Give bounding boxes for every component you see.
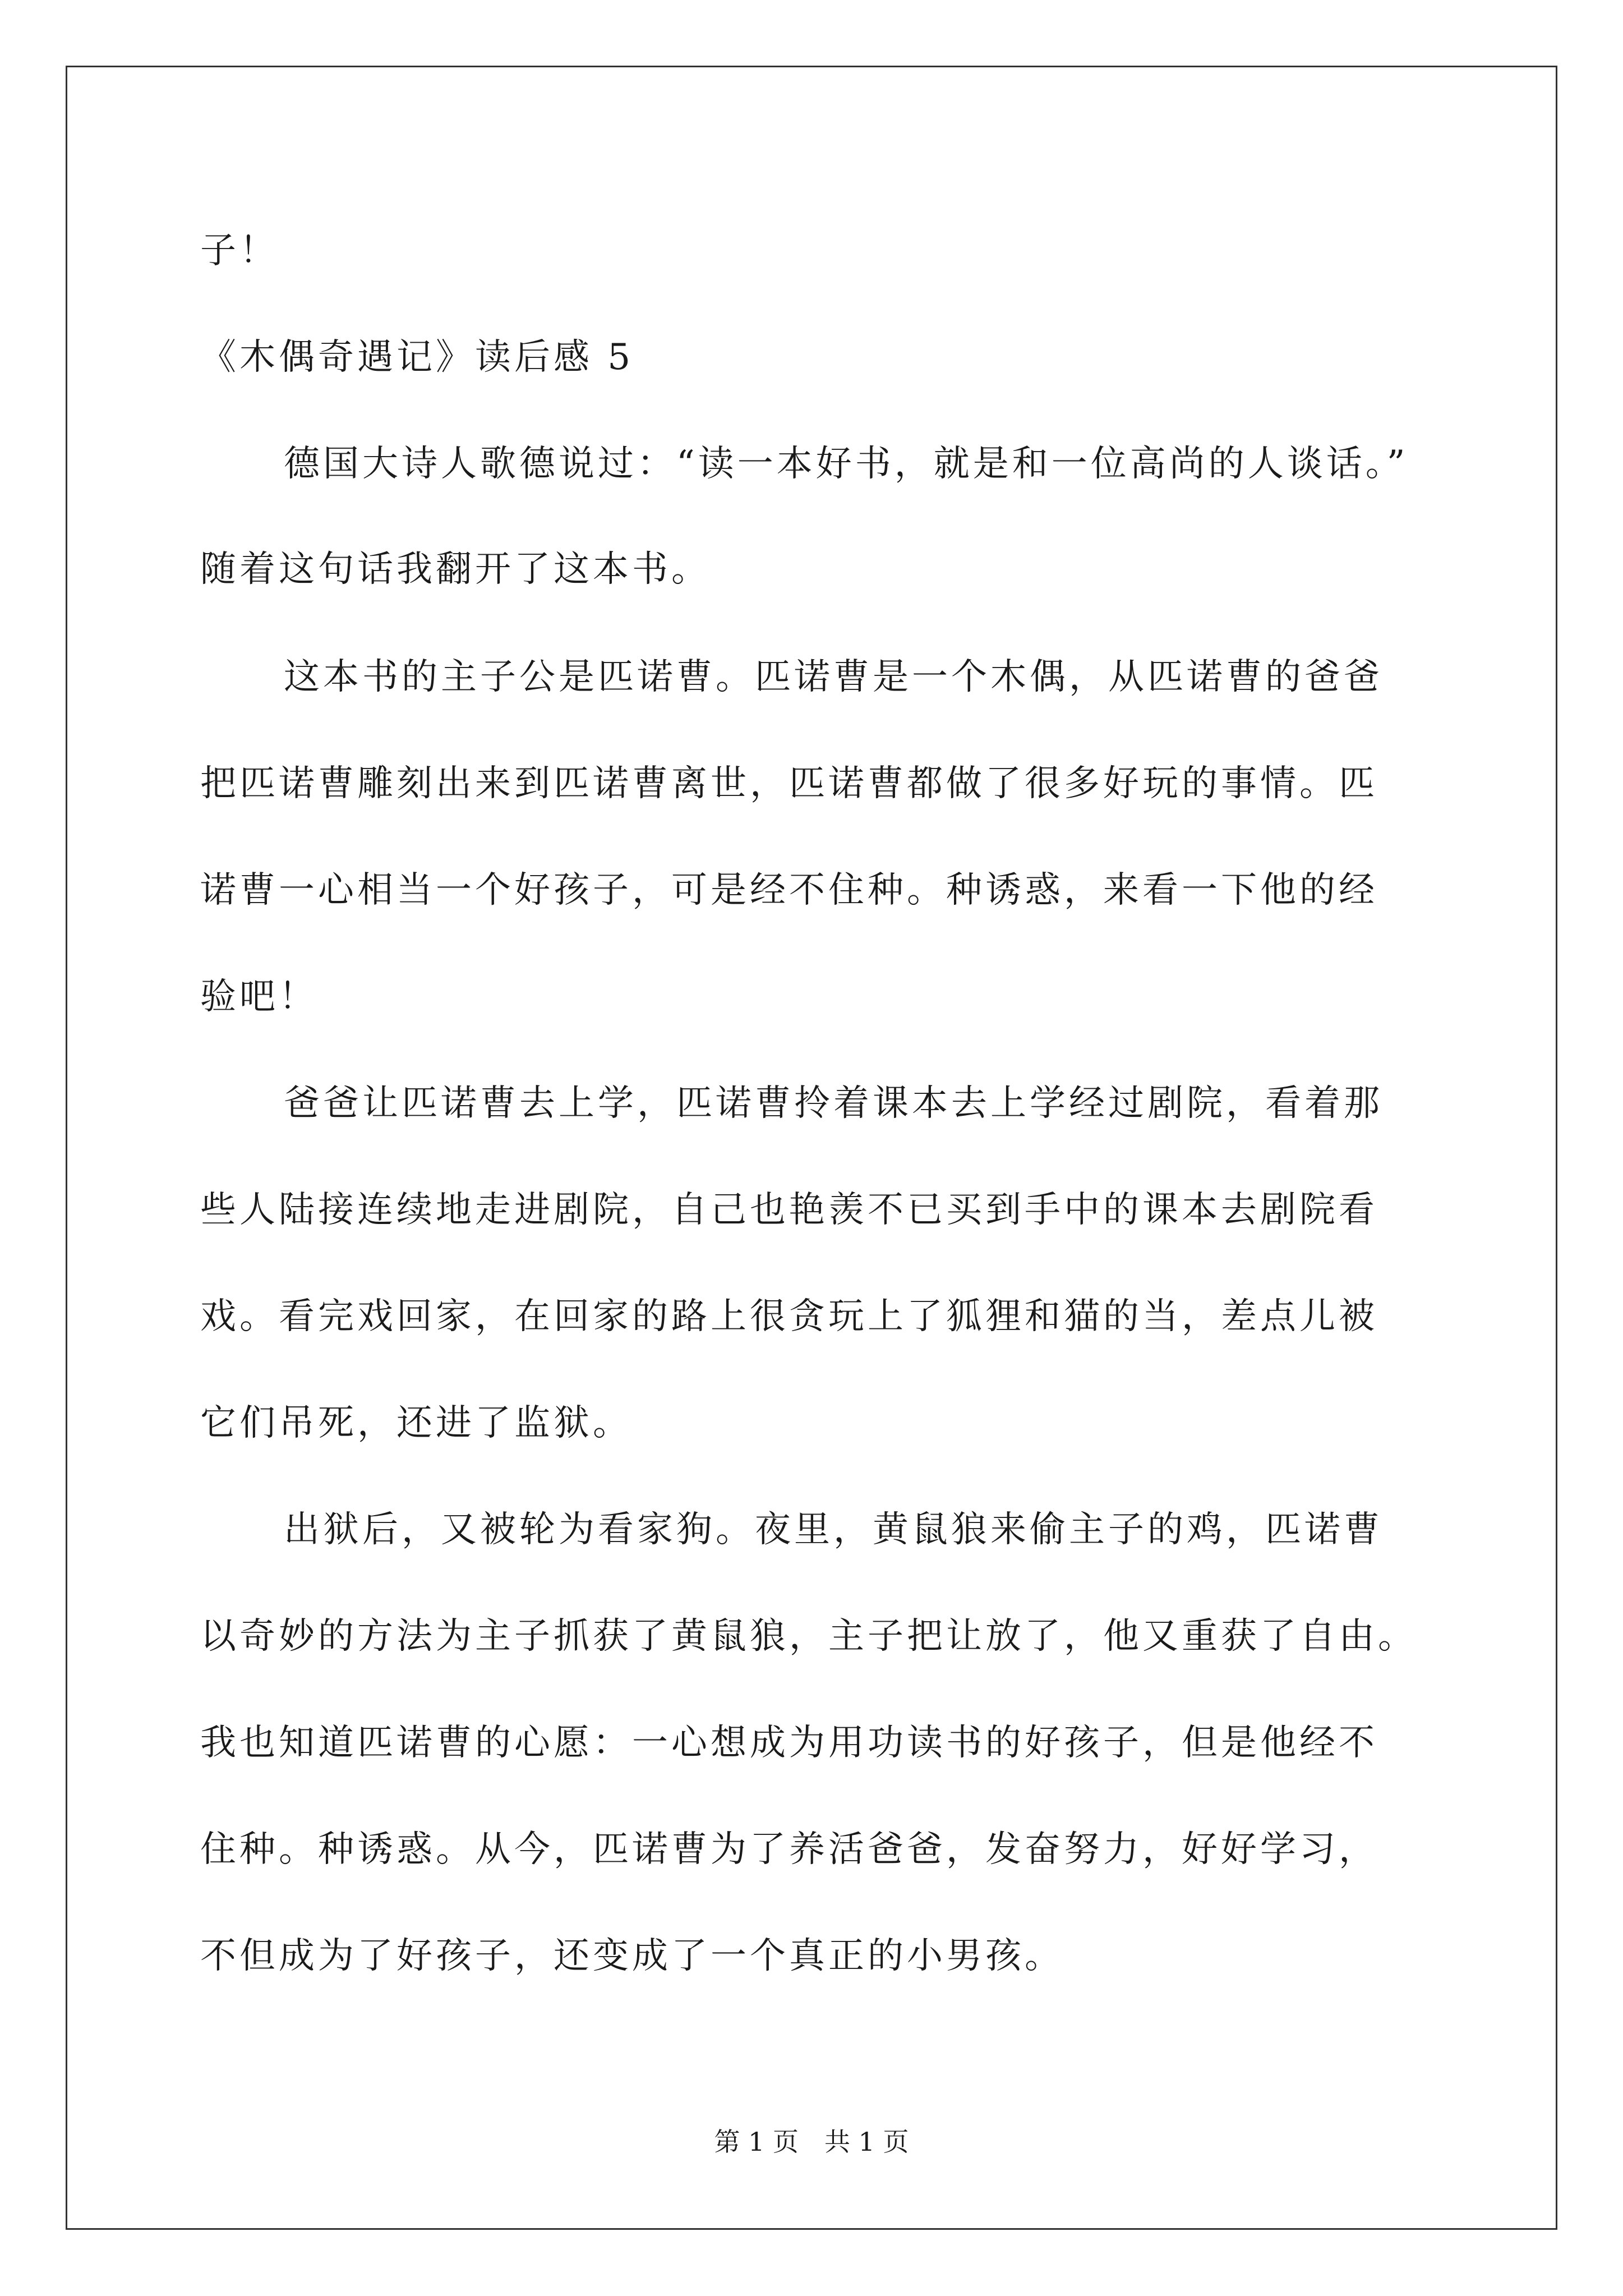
paragraph-2-line-2: 把匹诺曹雕刻出来到匹诺曹离世，匹诺曹都做了很多好玩的事情。匹 [200, 763, 1378, 804]
paragraph-1-line-2: 随着这句话我翻开了这本书。 [200, 549, 711, 590]
paragraph-4-line-3: 我也知道匹诺曹的心愿：一心想成为用功读书的好孩子，但是他经不 [200, 1722, 1378, 1764]
paragraph-4-line-1: 出狱后，又被轮为看家狗。夜里，黄鼠狼来偷主子的鸡，匹诺曹 [284, 1509, 1383, 1550]
paragraph-2-line-3: 诺曹一心相当一个好孩子，可是经不住种。种诱惑，来看一下他的经 [200, 869, 1378, 911]
text-line-continuation: 子！ [200, 230, 279, 272]
page-number-footer: 第 1 页 共 1 页 [714, 2127, 909, 2157]
essay-title: 《木偶奇遇记》读后感 5 [200, 337, 634, 378]
page-border [66, 66, 1557, 2230]
paragraph-4-line-4: 住种。种诱惑。从今，匹诺曹为了养活爸爸，发奋努力，好好学习， [200, 1829, 1378, 1870]
paragraph-2-line-1: 这本书的主子公是匹诺曹。匹诺曹是一个木偶，从匹诺曹的爸爸 [284, 656, 1383, 698]
paragraph-1-line-1: 德国大诗人歌德说过：“读一本好书，就是和一位高尚的人谈话。” [284, 443, 1409, 485]
paragraph-3-line-2: 些人陆接连续地走进剧院，自己也艳羡不已买到手中的课本去剧院看 [200, 1189, 1378, 1231]
paragraph-4-line-5: 不但成为了好孩子，还变成了一个真正的小男孩。 [200, 1935, 1064, 1977]
paragraph-3-line-1: 爸爸让匹诺曹去上学，匹诺曹拎着课本去上学经过剧院，看着那 [284, 1083, 1383, 1124]
paragraph-4-line-2: 以奇妙的方法为主子抓获了黄鼠狼，主子把让放了，他又重获了自由。 [200, 1616, 1417, 1657]
paragraph-3-line-4: 它们吊死，还进了监狱。 [200, 1402, 632, 1444]
paragraph-2-line-4: 验吧！ [200, 976, 318, 1018]
paragraph-3-line-3: 戏。看完戏回家，在回家的路上很贪玩上了狐狸和猫的当，差点儿被 [200, 1296, 1378, 1337]
